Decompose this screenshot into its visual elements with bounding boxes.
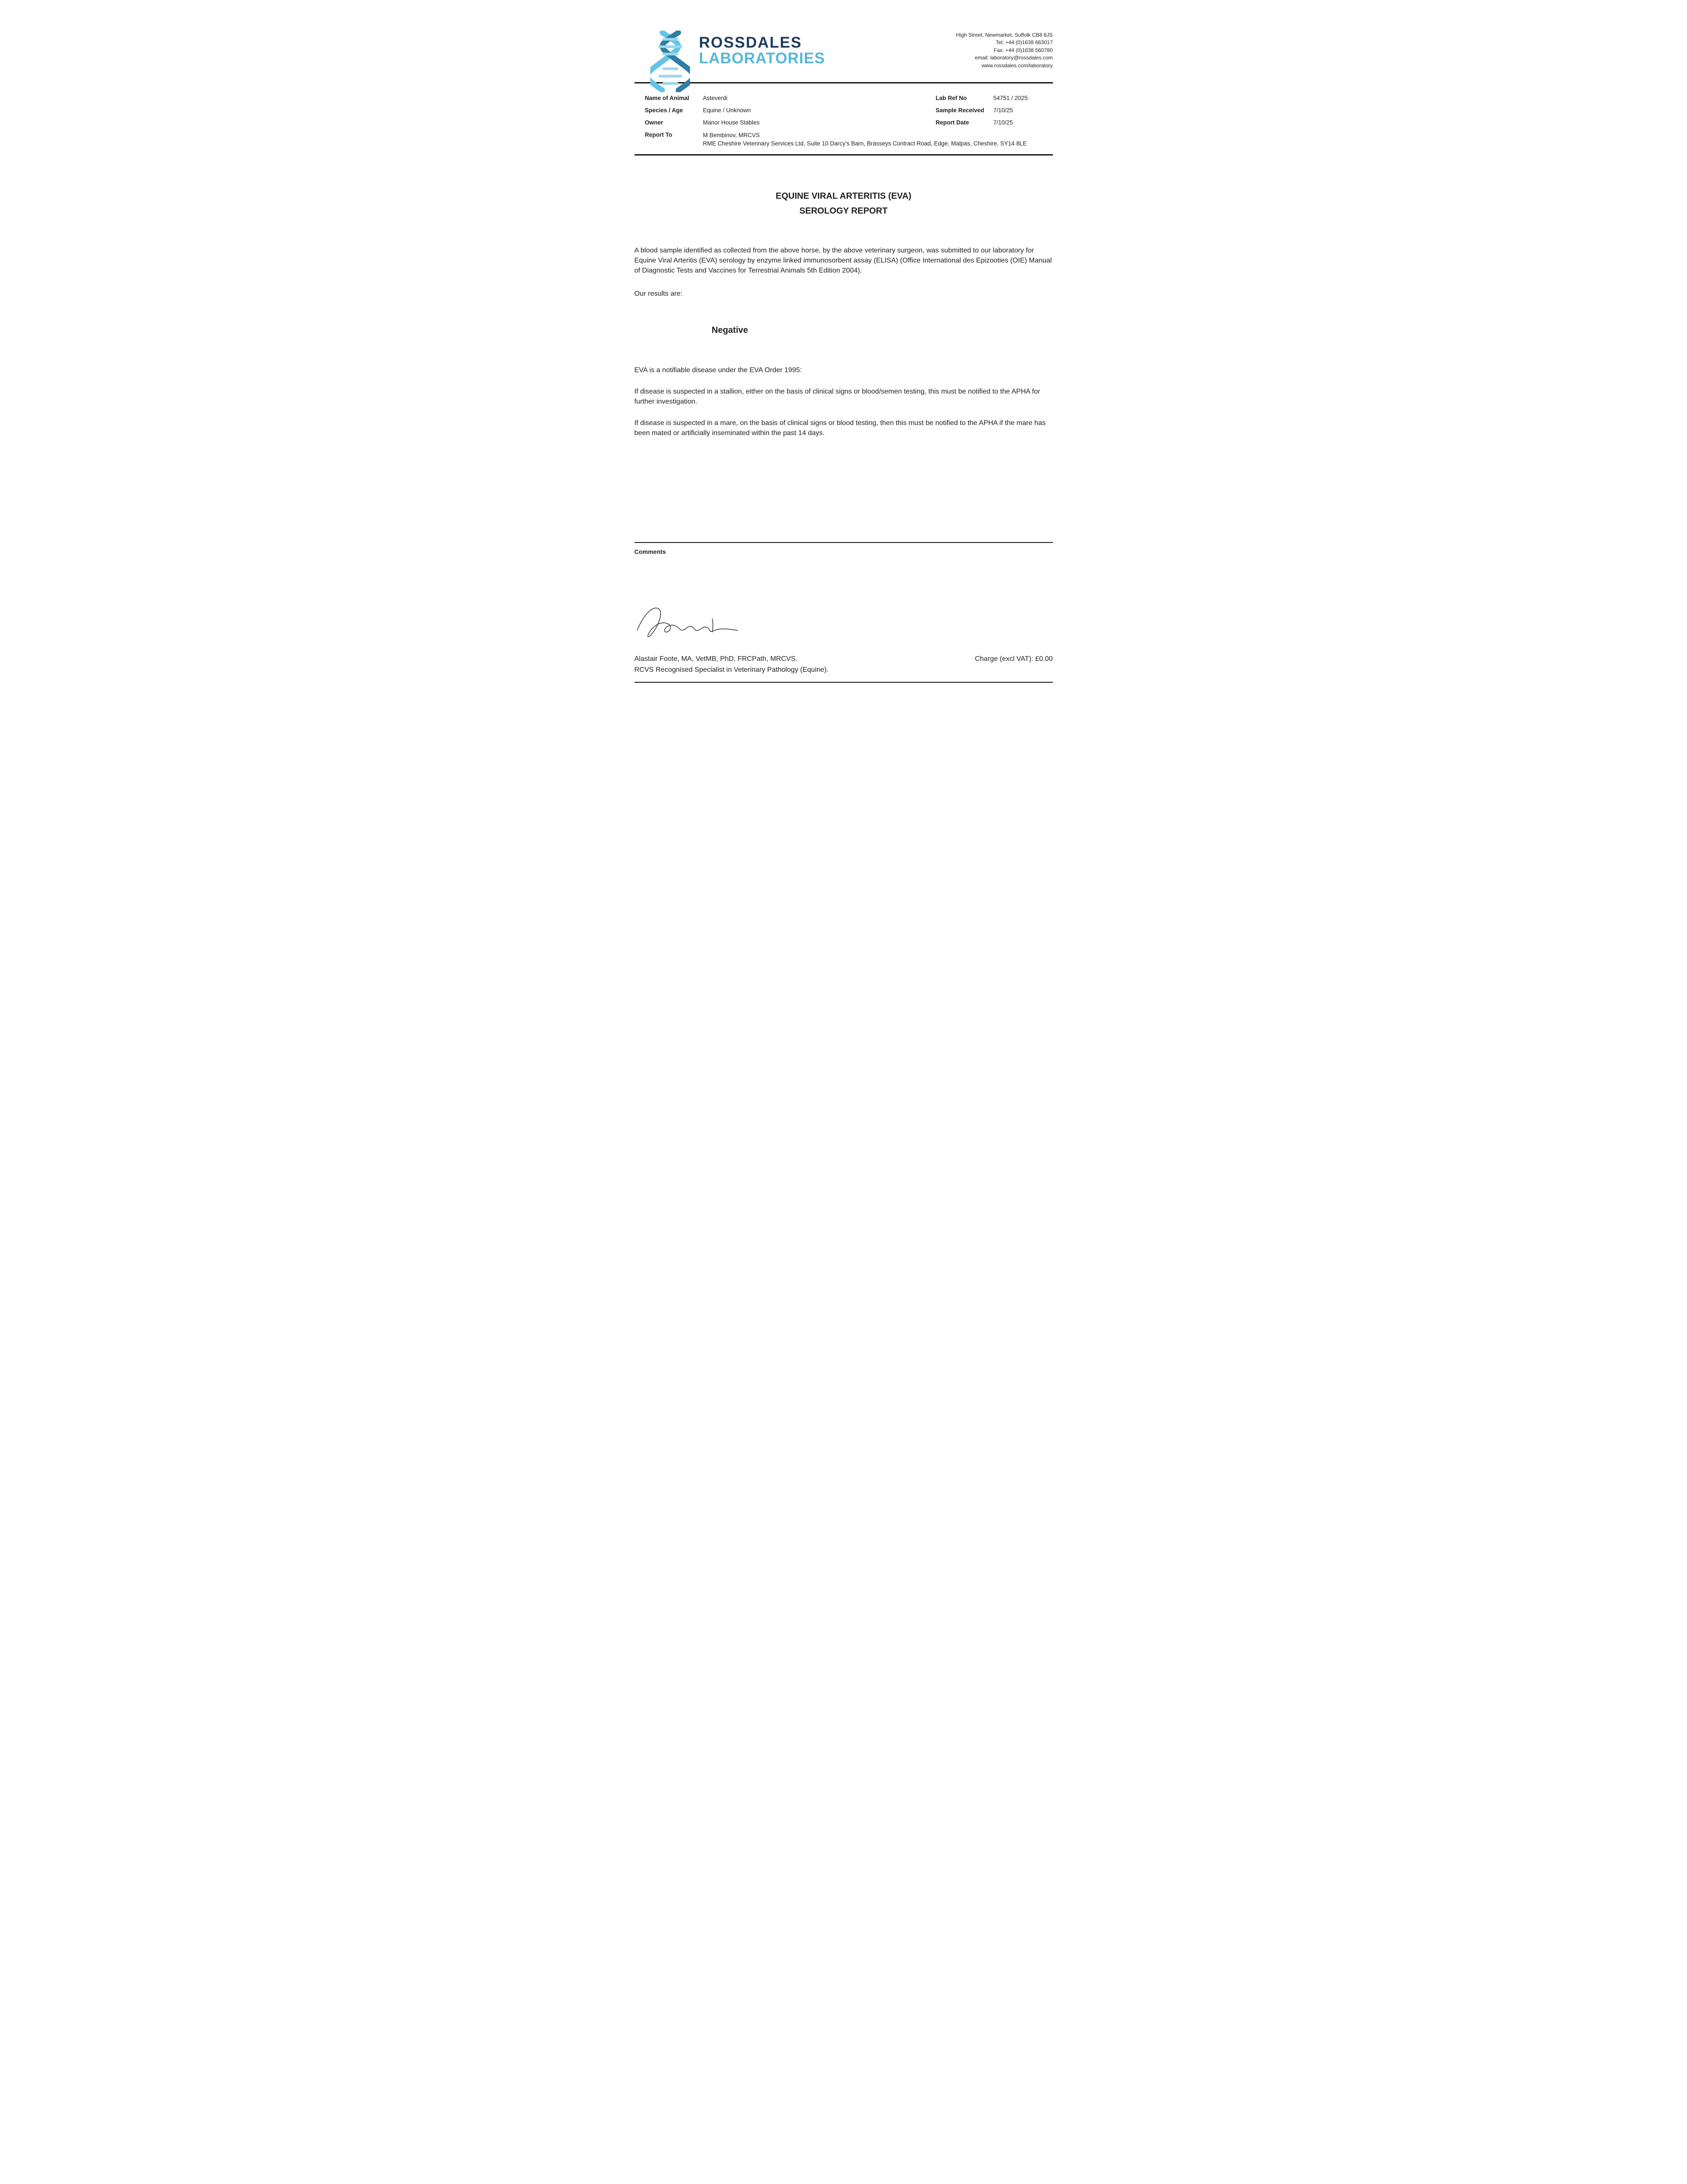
mare-note: If disease is suspected in a mare, on the basis of clinical signs or blood testing, then this must be notified to the APHA if the mare has been mated or artificially inseminated within the past 14 days. [634,419,1046,437]
value-lab-ref-no: 54751 / 2025 [993,95,1028,101]
value-sample-received: 7/10/25 [993,107,1013,114]
info-divider [635,154,1053,156]
report-title-line2: SEROLOGY REPORT [799,206,888,216]
contact-tel: Tel: +44 (0)1638 663017 [996,39,1053,46]
notifiable-statement: EVA is a notifiable disease under the EVA Order 1995: [634,366,802,374]
charge-value: Charge (excl VAT): £0.00 [975,655,1053,663]
footer-divider [635,682,1053,683]
comments-divider [635,542,1053,543]
report-title-line1: EQUINE VIRAL ARTERITIS (EVA) [776,191,911,201]
value-owner: Manor House Stables [703,119,760,126]
brand [650,31,825,71]
brand-text [699,35,825,66]
label-report-date: Report Date [935,119,969,126]
contact-email: email: laboratory@rossdales.com [975,55,1053,61]
dna-helix-logo-icon [650,31,690,71]
header [635,27,1053,71]
contact-address: High Street, Newmarket, Suffolk CB8 8JS [956,32,1053,38]
label-species-age: Species / Age [645,107,683,114]
report-to-name: M Bembinov, MRCVS [703,132,760,138]
label-name-of-animal: Name of Animal [645,95,690,101]
report-title [635,189,1053,218]
comments-label: Comments [634,548,666,556]
contact-block [956,31,1052,69]
signatory-block [635,654,829,676]
label-lab-ref-no: Lab Ref No [935,95,967,101]
value-report-to [703,131,1053,148]
report-to-address: RME Cheshire Veterinary Services Ltd, Suite 10 Darcy's Barn, Brasseys Contract Road, Edge, Malpas, Cheshire, SY14 8LE [703,140,1027,147]
label-sample-received: Sample Received [935,107,984,114]
value-name-of-animal: Asteverdi [703,95,728,101]
stallion-note: If disease is suspected in a stallion, either on the basis of clinical signs or blood/semen testing, this must be notified to the APHA for further investigation. [634,387,1040,405]
report-to-block [645,131,1053,148]
contact-fax: Fax: +44 (0)1638 560780 [994,47,1053,53]
label-owner: Owner [645,119,663,126]
case-info [635,83,1053,154]
signatory-name: Alastair Foote, MA, VetMB, PhD, FRCPath, MRCVS. [634,655,797,663]
brand-subname: LABORATORIES [699,50,825,67]
report-page [579,0,1108,685]
results-intro: Our results are: [634,290,683,298]
label-report-to: Report To [645,131,673,138]
case-info-grid [645,95,1053,126]
intro-paragraph: A blood sample identified as collected from the above horse, by the above veterinary surgeon, was submitted to our laboratory for Equine Viral Arteritis (EVA) serology by enzyme linked immunosorbent assay (ELISA) (Office International des Epizooties (OIE) Manual of Diagnostic Tests and Vaccines for Terrestrial Animals 5th Edition 2004). [634,246,1052,275]
result-value: Negative [711,325,748,335]
value-species-age: Equine / Unknown [703,107,751,114]
footer-row [635,654,1053,676]
signature [635,603,1053,643]
value-report-date: 7/10/25 [993,119,1013,126]
brand-name: ROSSDALES [699,34,802,52]
contact-website: www.rossdales.com/laboratory [981,62,1053,69]
signatory-title: RCVS Recognised Specialist in Veterinary Pathology (Equine). [634,666,829,674]
